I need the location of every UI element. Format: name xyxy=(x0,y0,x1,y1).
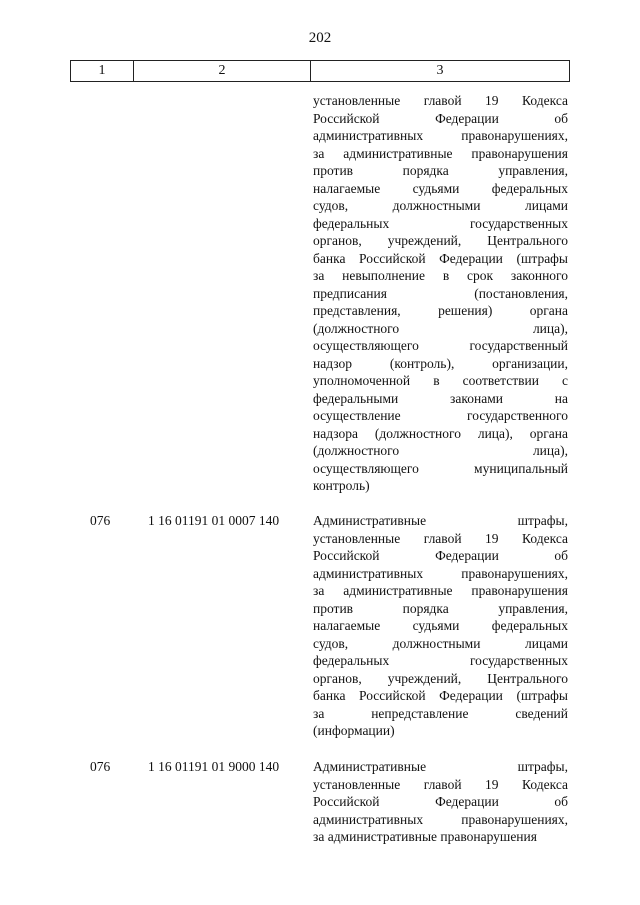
header-cell-3: 3 xyxy=(436,63,444,78)
description-line: органов, учреждений, Центрального xyxy=(313,670,568,686)
description-line: уполномоченной в соответствии с xyxy=(313,373,568,388)
description-line: Российской Федерации об xyxy=(313,548,568,563)
description-line: за административные правонарушения xyxy=(313,829,537,844)
description-line: осуществление государственного xyxy=(313,408,568,423)
description-line: административных правонарушениях, xyxy=(313,811,568,827)
description-line: против порядка управления, xyxy=(313,600,568,616)
description-line: Российской Федерации об xyxy=(313,794,568,809)
description-line: административных правонарушениях, xyxy=(313,565,568,581)
description-line: за административные правонарушения xyxy=(313,583,568,598)
description-line: контроль) xyxy=(313,478,370,493)
description-line: федеральными законами на xyxy=(313,390,568,406)
description-line: осуществляющего муниципальный xyxy=(313,460,568,476)
description-line: предписания (постановления, xyxy=(313,285,568,301)
row-description xyxy=(313,758,568,846)
row-kbk-code: 1 16 01191 01 0007 140 xyxy=(148,513,280,528)
description-line: федеральных государственных xyxy=(313,215,568,231)
description-line: установленные главой 19 Кодекса xyxy=(313,776,568,792)
description-line: налагаемые судьями федеральных xyxy=(313,180,568,196)
row-kbk-code: 1 16 01191 01 9000 140 xyxy=(148,759,280,774)
description-line: за невыполнение в срок законного xyxy=(313,268,568,283)
description-line: налагаемые судьями федеральных xyxy=(313,618,568,633)
page-number: 202 xyxy=(308,30,332,46)
header-cell-1: 1 xyxy=(71,61,134,81)
description-line: осуществляющего государственный xyxy=(313,338,568,353)
row-code: 076 xyxy=(90,513,111,528)
description-line: федеральных государственных xyxy=(313,653,568,668)
description-line: органов, учреждений, Центрального xyxy=(313,233,568,248)
row-description xyxy=(313,92,568,495)
description-line: за административные правонарушения xyxy=(313,145,568,161)
description-line: судов, должностными лицами xyxy=(313,198,568,213)
description-line: Российской Федерации об xyxy=(313,110,568,126)
description-line: (должностного лица), xyxy=(313,320,568,336)
description-line: административных правонарушениях, xyxy=(313,128,568,143)
header-cell-2: 2 xyxy=(134,61,311,81)
description-line: надзор (контроль), организации, xyxy=(313,355,568,371)
row-description xyxy=(313,512,568,740)
row-code: 076 xyxy=(90,759,111,774)
description-line: против порядка управления, xyxy=(313,163,568,178)
table-header xyxy=(70,60,570,82)
description-line: (должностного лица), xyxy=(313,443,568,458)
description-line: надзора (должностного лица), органа xyxy=(313,425,568,441)
description-line: за непредставление сведений xyxy=(313,705,568,721)
description-line: установленные главой 19 Кодекса xyxy=(313,93,568,108)
description-line: Административные штрафы, xyxy=(313,759,568,774)
description-line: судов, должностными лицами xyxy=(313,635,568,651)
description-line: Административные штрафы, xyxy=(313,513,568,528)
description-line: установленные главой 19 Кодекса xyxy=(313,530,568,546)
description-line: банка Российской Федерации (штрафы xyxy=(313,688,568,703)
description-line: банка Российской Федерации (штрафы xyxy=(313,250,568,266)
description-line: (информации) xyxy=(313,723,395,738)
description-line: представления, решения) органа xyxy=(313,303,568,318)
